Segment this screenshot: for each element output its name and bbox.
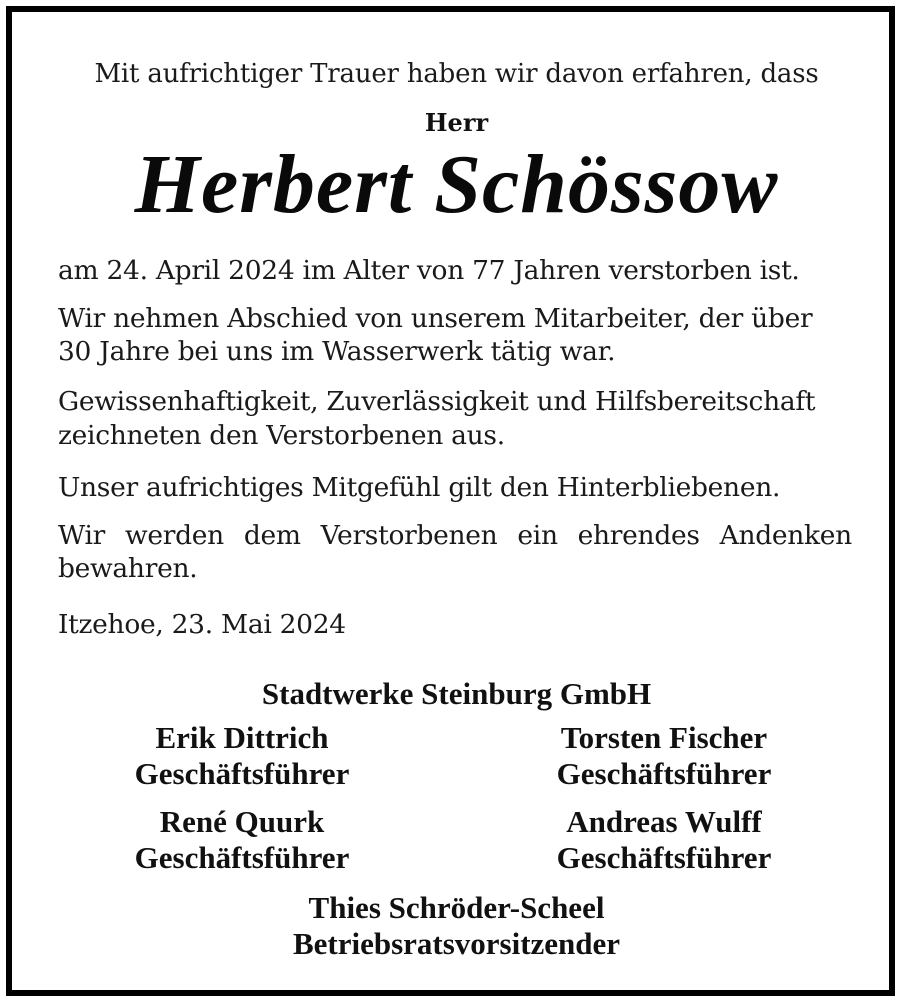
signatory-title: Geschäftsführer [134, 840, 350, 875]
word: Wir [58, 520, 106, 551]
word: Verstorbenen [320, 520, 498, 551]
remembrance-line-1 [58, 520, 852, 552]
signatory-name: Andreas Wulff [566, 804, 762, 839]
notice-frame [6, 6, 895, 996]
signatory-name: René Quurk [159, 804, 325, 839]
signatory-title: Geschäftsführer [556, 756, 772, 791]
remembrance-line-2: bewahren. [58, 553, 198, 584]
salutation: Herr [424, 108, 489, 137]
death-date-line: am 24. April 2024 im Alter von 77 Jahren verstorben ist. [58, 255, 800, 286]
signatory-andreas-wulff [514, 804, 814, 876]
signatory-torsten-fischer [514, 720, 814, 792]
farewell-line-1: Wir nehmen Abschied von unserem Mitarbeiter, der über [58, 303, 813, 334]
word: werden [124, 520, 224, 551]
signatory-title: Geschäftsführer [556, 840, 772, 875]
condolence-line: Unser aufrichtiges Mitgefühl gilt den Hinterbliebenen. [58, 472, 781, 503]
signatory-name: Thies Schröder-Scheel [308, 890, 605, 925]
signatory-thies-schroeder-scheel [12, 890, 901, 962]
tribute-line-2: zeichneten den Verstorbenen aus. [58, 420, 505, 451]
signatory-name: Erik Dittrich [155, 720, 329, 755]
deceased-name: Herbert Schössow [134, 138, 779, 231]
signatory-name: Torsten Fischer [560, 720, 768, 755]
word: ein [517, 520, 558, 551]
company-name: Stadtwerke Steinburg GmbH [261, 676, 652, 711]
word: dem [243, 520, 301, 551]
intro-line: Mit aufrichtiger Trauer haben wir davon erfahren, dass [94, 59, 819, 89]
signatory-erik-dittrich [92, 720, 392, 792]
signatory-title: Betriebsratsvorsitzender [292, 926, 621, 961]
word: ehrendes [577, 520, 700, 551]
word: Andenken [719, 520, 852, 551]
place-date: Itzehoe, 23. Mai 2024 [58, 609, 346, 640]
signatory-title: Geschäftsführer [134, 756, 350, 791]
signatory-rene-quurk [92, 804, 392, 876]
tribute-line-1: Gewissenhaftigkeit, Zuverlässigkeit und Hilfsbereitschaft [58, 386, 816, 417]
farewell-line-2: 30 Jahre bei uns im Wasserwerk tätig war. [58, 336, 616, 367]
